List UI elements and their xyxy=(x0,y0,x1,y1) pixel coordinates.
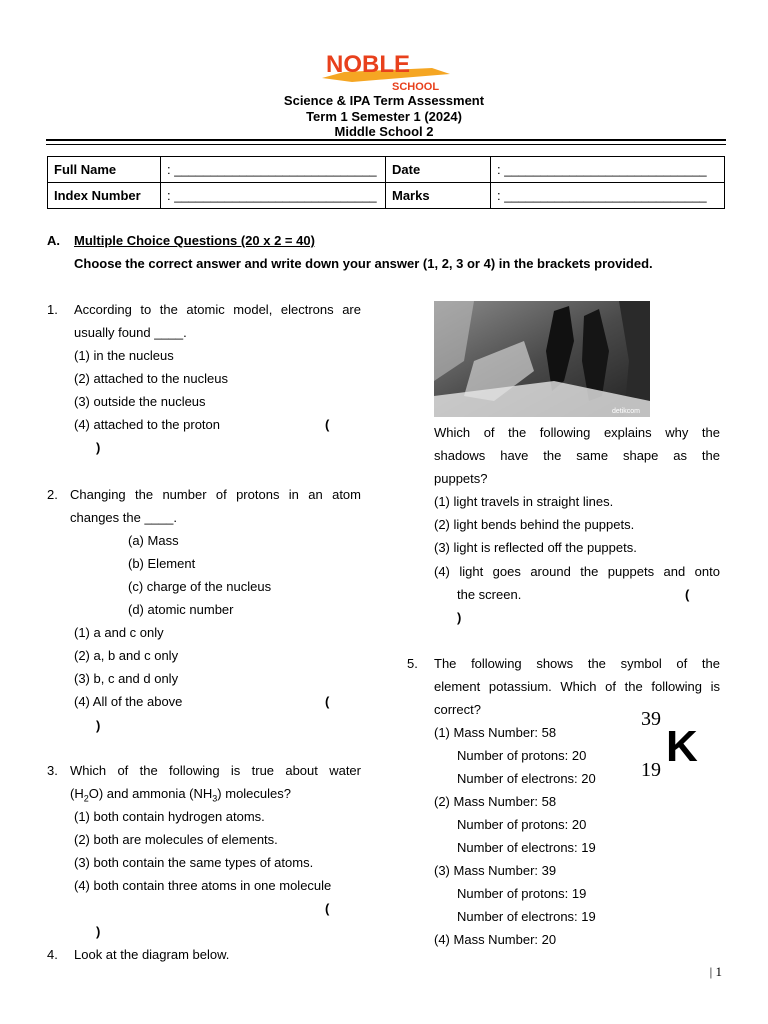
atomic-number: 19 xyxy=(641,759,661,781)
header-line1: Science & IPA Term Assessment xyxy=(283,93,485,108)
option-number: (1) xyxy=(74,348,90,363)
q3-line1: Which of the following is true about water xyxy=(70,763,361,778)
marks-label: Marks xyxy=(386,183,491,209)
q5-line1: The following shows the symbol of the xyxy=(434,656,720,671)
option-number: (4) xyxy=(434,932,450,947)
option-text: light bends behind the puppets. xyxy=(453,517,635,532)
item-text: charge of the nucleus xyxy=(146,579,272,594)
index-number-field[interactable]: : ____________________________ xyxy=(161,183,386,209)
option-number: (3) xyxy=(74,394,90,409)
q4-answer-bracket-close: ) xyxy=(457,610,462,625)
q2-item-b xyxy=(128,552,195,575)
q3-option-4[interactable] xyxy=(74,874,331,897)
q2-line1: Changing the number of protons in an atom xyxy=(70,487,361,502)
q1-number: 1. xyxy=(47,302,58,317)
q4-option-4[interactable] xyxy=(434,560,720,583)
header-line2: Term 1 Semester 1 (2024) xyxy=(306,109,462,124)
option-text: b, c and d only xyxy=(93,671,179,686)
item-text: Element xyxy=(147,556,196,571)
q1-answer-bracket-close: ) xyxy=(96,440,101,455)
q3-answer-bracket-close: ) xyxy=(96,924,101,939)
q3-water-open: (H xyxy=(70,786,84,801)
q4-text-line2: shadows have the same shape as the xyxy=(434,448,720,463)
option-mass: Mass Number: 58 xyxy=(453,725,557,740)
q4-option-3[interactable] xyxy=(434,536,637,559)
header-line3: Middle School 2 xyxy=(334,124,434,139)
q5-option-1-electrons: Number of electrons: 20 xyxy=(457,771,596,786)
q3-number: 3. xyxy=(47,763,58,778)
q2-option-3[interactable] xyxy=(74,667,178,690)
q1-option-4[interactable] xyxy=(74,413,220,436)
section-title: Multiple Choice Questions (20 x 2 = 40) xyxy=(74,233,315,248)
q5-option-3-electrons: Number of electrons: 19 xyxy=(457,909,596,924)
q5-option-3[interactable] xyxy=(434,859,556,882)
logo-name: NOBLE xyxy=(326,51,410,78)
item-letter: (b) xyxy=(128,556,144,571)
option-number: (2) xyxy=(74,648,90,663)
q2-answer-bracket-close: ) xyxy=(96,718,101,733)
q5-option-1[interactable] xyxy=(434,721,556,744)
q4-option-2[interactable] xyxy=(434,513,634,536)
q5-option-1-protons: Number of protons: 20 xyxy=(457,748,587,763)
q3-option-3[interactable] xyxy=(74,851,313,874)
option-number: (4) xyxy=(74,694,90,709)
noble-school-logo xyxy=(322,48,452,94)
element-letter: K xyxy=(666,722,698,771)
q4-text-line3: puppets? xyxy=(434,471,488,486)
option-number: (1) xyxy=(74,809,90,824)
q4-number: 4. xyxy=(47,947,58,962)
shadow-puppet-photo xyxy=(434,301,650,417)
q4-answer-bracket-open[interactable]: ( xyxy=(685,587,690,602)
full-name-label: Full Name xyxy=(48,157,161,183)
q2-option-1[interactable] xyxy=(74,621,164,644)
section-instruction: Choose the correct answer and write down your answer (1, 2, 3 or 4) in the brackets provided. xyxy=(74,256,653,271)
option-text: light goes around the puppets and onto xyxy=(459,564,720,579)
student-info-table xyxy=(47,156,725,209)
q4-line1: Look at the diagram below. xyxy=(74,947,230,962)
q3-answer-bracket-open[interactable]: ( xyxy=(325,901,330,916)
q5-option-2[interactable] xyxy=(434,790,556,813)
q5-line2: element potassium. Which of the following is xyxy=(434,679,720,694)
q5-option-2-protons: Number of protons: 20 xyxy=(457,817,587,832)
q5-number: 5. xyxy=(407,656,418,671)
q3-water-end: ) molecules? xyxy=(217,786,291,801)
option-number: (2) xyxy=(434,794,450,809)
option-mass: Mass Number: 58 xyxy=(453,794,557,809)
q1-option-2[interactable] xyxy=(74,367,228,390)
option-text: attached to the nucleus xyxy=(93,371,228,386)
page-number: | 1 xyxy=(709,964,722,979)
q4-text-line1: Which of the following explains why the xyxy=(434,425,720,440)
q5-option-2-electrons: Number of electrons: 19 xyxy=(457,840,596,855)
option-number: (2) xyxy=(74,371,90,386)
q5-option-4[interactable] xyxy=(434,928,556,951)
option-text: All of the above xyxy=(92,694,183,709)
option-text: a, b and c only xyxy=(93,648,179,663)
option-mass: Mass Number: 39 xyxy=(453,863,557,878)
option-mass: Mass Number: 20 xyxy=(453,932,557,947)
header-rule-thick xyxy=(46,139,726,141)
q2-item-d xyxy=(128,598,234,621)
item-letter: (d) xyxy=(128,602,144,617)
option-text: light is reflected off the puppets. xyxy=(453,540,637,555)
option-number: (2) xyxy=(434,517,450,532)
photo-watermark: detikcom xyxy=(612,408,641,415)
date-field[interactable]: : ____________________________ xyxy=(491,157,725,183)
potassium-symbol xyxy=(640,708,730,788)
item-text: Mass xyxy=(147,533,179,548)
q2-line2: changes the ____. xyxy=(70,510,177,525)
option-number: (3) xyxy=(74,671,90,686)
option-text: a and c only xyxy=(93,625,164,640)
option-text: both contain the same types of atoms. xyxy=(93,855,314,870)
option-text: attached to the proton xyxy=(93,417,220,432)
q4-option-4-cont: the screen. xyxy=(457,587,522,602)
option-number: (1) xyxy=(434,494,450,509)
option-text: both are molecules of elements. xyxy=(93,832,278,847)
q3-option-1[interactable] xyxy=(74,805,265,828)
q5-option-3-protons: Number of protons: 19 xyxy=(457,886,587,901)
q5-line3: correct? xyxy=(434,702,481,717)
option-number: (3) xyxy=(434,863,450,878)
logo-subtitle: SCHOOL xyxy=(392,81,440,93)
q1-line1: According to the atomic model, electrons are xyxy=(74,302,361,317)
q2-option-2[interactable] xyxy=(74,644,178,667)
section-letter: A. xyxy=(47,233,60,248)
option-text: both contain three atoms in one molecule xyxy=(93,878,332,893)
index-number-label: Index Number xyxy=(48,183,161,209)
q3-sub-2: 2 xyxy=(83,793,89,804)
q3-sub-3: 3 xyxy=(212,793,218,804)
option-number: (4) xyxy=(74,417,90,432)
option-text: light travels in straight lines. xyxy=(453,494,614,509)
option-number: (3) xyxy=(74,855,90,870)
mass-number: 39 xyxy=(641,708,661,730)
q2-number: 2. xyxy=(47,487,58,502)
item-text: atomic number xyxy=(147,602,234,617)
option-number: (4) xyxy=(74,878,90,893)
q4-option-1[interactable] xyxy=(434,490,613,513)
q1-answer-bracket-open[interactable]: ( xyxy=(325,417,330,432)
option-number: (2) xyxy=(74,832,90,847)
q1-option-3[interactable] xyxy=(74,390,206,413)
option-number: (1) xyxy=(74,625,90,640)
option-number: (1) xyxy=(434,725,450,740)
header-rule-thin xyxy=(46,144,726,145)
item-letter: (c) xyxy=(128,579,144,594)
full-name-field[interactable]: : ____________________________ xyxy=(161,157,386,183)
option-text: in the nucleus xyxy=(93,348,174,363)
q2-answer-bracket-open[interactable]: ( xyxy=(325,694,330,709)
item-letter: (a) xyxy=(128,533,144,548)
date-label: Date xyxy=(386,157,491,183)
option-number: (4) xyxy=(434,564,450,579)
q2-option-4[interactable] xyxy=(74,690,182,713)
option-text: both contain hydrogen atoms. xyxy=(93,809,265,824)
marks-field[interactable]: : ____________________________ xyxy=(491,183,725,209)
option-text: outside the nucleus xyxy=(93,394,206,409)
q1-option-1[interactable] xyxy=(74,344,174,367)
q2-item-a xyxy=(128,529,179,552)
q3-water-mid: O) and ammonia (NH xyxy=(88,786,213,801)
q1-line2: usually found ____. xyxy=(74,325,187,340)
option-number: (3) xyxy=(434,540,450,555)
q3-option-2[interactable] xyxy=(74,828,278,851)
q2-item-c xyxy=(128,575,271,598)
